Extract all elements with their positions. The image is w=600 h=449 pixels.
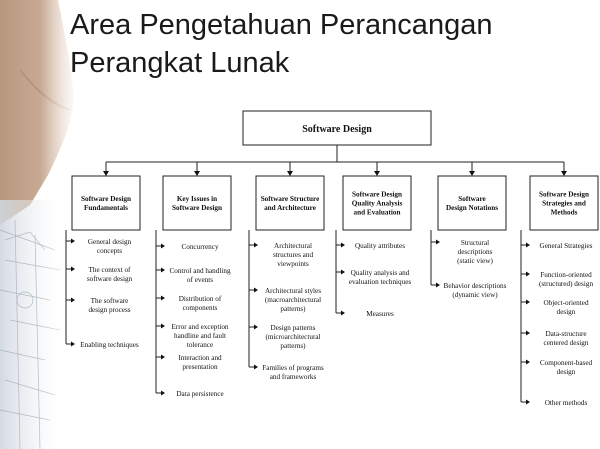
item-label: Enabling techniques bbox=[80, 341, 139, 349]
item-notations-0 bbox=[431, 239, 493, 265]
column-header-box bbox=[438, 176, 506, 230]
item-arrowhead bbox=[161, 324, 165, 329]
item-arrowhead bbox=[526, 243, 530, 248]
item-strategies-0 bbox=[521, 242, 593, 250]
item-key-issues-3 bbox=[156, 323, 229, 349]
item-label: Structural descriptions (static view) bbox=[457, 239, 493, 265]
item-arrowhead bbox=[161, 296, 165, 301]
item-arrowhead bbox=[71, 239, 75, 244]
item-fundamentals-1 bbox=[66, 266, 133, 283]
column-header-label: Software Design Quality Analysis and Evaluation bbox=[351, 190, 403, 217]
column-header-box bbox=[72, 176, 140, 230]
item-arrowhead bbox=[254, 288, 258, 293]
item-strategies-4 bbox=[521, 359, 593, 376]
item-arrowhead bbox=[526, 331, 530, 336]
item-quality-1 bbox=[336, 269, 411, 286]
column-notations bbox=[431, 162, 507, 299]
item-notations-1 bbox=[431, 282, 507, 299]
connector-arrowhead bbox=[469, 171, 475, 176]
item-label: Quality analysis and evaluation techniques bbox=[348, 269, 412, 286]
item-arrowhead bbox=[436, 283, 440, 288]
column-fundamentals bbox=[66, 162, 140, 349]
item-label: Control and handling of events bbox=[169, 267, 231, 284]
item-arrowhead bbox=[526, 400, 530, 405]
item-key-issues-0 bbox=[156, 243, 219, 251]
item-arrowhead bbox=[341, 270, 345, 275]
item-quality-0 bbox=[336, 242, 405, 250]
column-header-label: Software Design Fundamentals bbox=[81, 195, 131, 212]
item-label: Distribution of components bbox=[178, 295, 222, 312]
item-structure-1 bbox=[249, 287, 321, 313]
item-label: Component-based design bbox=[539, 359, 593, 376]
item-arrowhead bbox=[341, 311, 345, 316]
item-arrowhead bbox=[161, 268, 165, 273]
slide-title-line-1: Area Pengetahuan Perancangan bbox=[70, 9, 493, 41]
item-label: Concurrency bbox=[181, 243, 219, 251]
item-arrowhead bbox=[526, 272, 530, 277]
item-arrowhead bbox=[71, 267, 75, 272]
item-arrowhead bbox=[254, 325, 258, 330]
root-label: Software Design bbox=[302, 124, 372, 135]
item-structure-3 bbox=[249, 364, 324, 381]
slide-title-line-2: Perangkat Lunak bbox=[70, 47, 290, 79]
root-node bbox=[243, 111, 431, 145]
item-label: The context of software design bbox=[86, 266, 133, 283]
item-label: Data-structure centered design bbox=[543, 330, 589, 347]
item-fundamentals-0 bbox=[66, 238, 132, 255]
item-arrowhead bbox=[161, 355, 165, 360]
column-header-label: Software Structure and Architecture bbox=[260, 195, 320, 212]
item-arrowhead bbox=[526, 360, 530, 365]
item-arrowhead bbox=[254, 365, 258, 370]
item-key-issues-2 bbox=[156, 295, 222, 312]
connector-arrowhead bbox=[287, 171, 293, 176]
item-fundamentals-3 bbox=[66, 341, 139, 349]
item-label: General design concepts bbox=[87, 238, 132, 255]
item-arrowhead bbox=[161, 391, 165, 396]
column-key-issues bbox=[156, 162, 231, 398]
item-strategies-5 bbox=[521, 399, 587, 407]
column-quality bbox=[336, 162, 411, 318]
column-header-box bbox=[163, 176, 231, 230]
item-arrowhead bbox=[71, 342, 75, 347]
item-arrowhead bbox=[341, 243, 345, 248]
item-label: Quality attributes bbox=[354, 242, 406, 250]
column-strategies bbox=[521, 162, 598, 407]
connector-arrowhead bbox=[374, 171, 380, 176]
item-quality-2 bbox=[336, 310, 394, 318]
item-label: Error and exception handline and fault tolerance bbox=[171, 323, 229, 349]
item-label: Behavior descriptions (dynamic view) bbox=[443, 282, 507, 299]
item-label: Function-oriented (structured) design bbox=[538, 271, 594, 288]
item-key-issues-1 bbox=[156, 267, 231, 284]
item-key-issues-5 bbox=[156, 390, 224, 398]
item-strategies-3 bbox=[521, 330, 589, 347]
item-label: Design patterns (microarchitectural patterns) bbox=[265, 324, 321, 350]
column-header-label: Key Issues in Software Design bbox=[172, 195, 222, 212]
item-label: Interaction and presentation bbox=[178, 354, 222, 371]
connector-arrowhead bbox=[103, 171, 109, 176]
item-structure-0 bbox=[249, 242, 313, 268]
item-label: The software design process bbox=[88, 297, 131, 314]
item-label: Architectural structures and viewpoints bbox=[272, 242, 314, 268]
item-label: Object-oriented design bbox=[543, 299, 589, 316]
item-structure-2 bbox=[249, 324, 321, 350]
item-label: Other methods bbox=[544, 399, 588, 407]
connector-arrowhead bbox=[194, 171, 200, 176]
item-key-issues-4 bbox=[156, 354, 222, 371]
item-label: Architectural styles (macroarchitectural patterns) bbox=[264, 287, 322, 313]
item-arrowhead bbox=[254, 243, 258, 248]
item-arrowhead bbox=[71, 298, 75, 303]
column-structure bbox=[249, 162, 324, 381]
item-strategies-1 bbox=[521, 271, 593, 288]
column-header-label: Software Design Notations bbox=[445, 195, 499, 212]
item-label: General Strategies bbox=[539, 242, 593, 250]
item-arrowhead bbox=[436, 240, 440, 245]
item-fundamentals-2 bbox=[66, 297, 131, 314]
column-header-box bbox=[256, 176, 324, 230]
item-strategies-2 bbox=[521, 299, 589, 316]
connector-arrowhead bbox=[561, 171, 567, 176]
item-label: Measures bbox=[366, 310, 394, 318]
column-header-label: Software Design Strategies and Methods bbox=[539, 190, 589, 217]
item-arrowhead bbox=[161, 244, 165, 249]
item-label: Families of programs and frameworks bbox=[262, 364, 324, 381]
item-arrowhead bbox=[526, 300, 530, 305]
item-label: Data persistence bbox=[176, 390, 224, 398]
